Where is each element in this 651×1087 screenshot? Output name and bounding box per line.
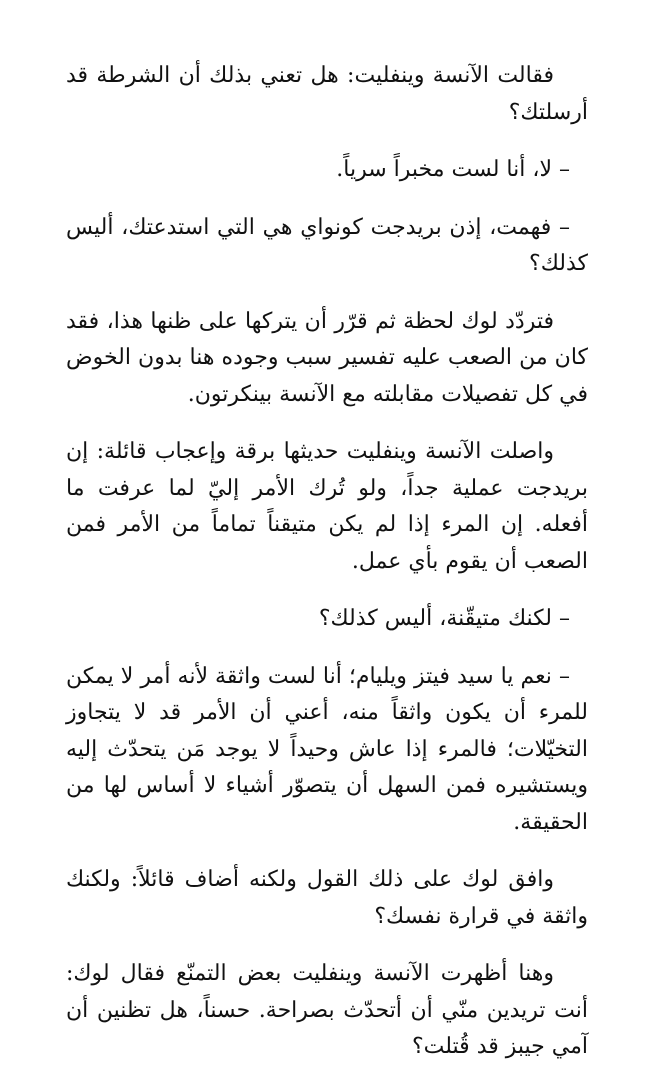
paragraph-6: – لكنك متيقّنة، أليس كذلك؟	[318, 606, 570, 631]
paragraph-8: وافق لوك على ذلك القول ولكنه أضاف قائلاً: ولكنك واثقة في قرارة نفسك؟	[66, 867, 588, 929]
paragraph-1: فقالت الآنسة وينفليت: هل تعني بذلك أن الشرطة قد أرسلتك؟	[66, 63, 588, 125]
paragraph-5: واصلت الآنسة وينفليت حديثها برقة وإعجاب قائلة: إن بريدجت عملية جداً، ولو تُرك الأمر إليّ لما عرفت ما أفعله. إن المرء إذا لم يكن متيقناً تماماً من الأمر فمن الصعب أن يقوم بأي عمل.	[66, 439, 588, 574]
paragraph-3: – فهمت، إذن بريدجت كونواي هي التي استدعتك، أليس كذلك؟	[66, 214, 588, 276]
book-page	[66, 58, 588, 1087]
paragraph-4: فتردّد لوك لحظة ثم قرّر أن يتركها على ظنها هذا، فقد كان من الصعب عليه تفسير سبب وجوده هنا بدون الخوض في كل تفصيلات مقابلته مع الآنسة بينكرتون.	[66, 308, 588, 407]
paragraph-9: وهنا أظهرت الآنسة وينفليت بعض التمنّع فقال لوك: أنت تريدين منّي أن أتحدّث بصراحة. حسناً، هل تظنين أن آمي جيبز قد قُتلت؟	[66, 961, 588, 1059]
paragraph-7: – نعم يا سيد فيتز ويليام؛ أنا لست واثقة لأنه أمر لا يمكن للمرء أن يكون واثقاً منه، أعني أن الأمر قد لا يتجاوز التخيّلات؛ فالمرء إذا عاش وحيداً لا يوجد مَن يتحدّث إليه ويستشيره فمن السهل أن يتصوّر أشياء لا أساس لها من الحقيقة.	[66, 663, 588, 835]
paragraph-2: – لا، أنا لست مخبراً سرياً.	[336, 157, 570, 182]
